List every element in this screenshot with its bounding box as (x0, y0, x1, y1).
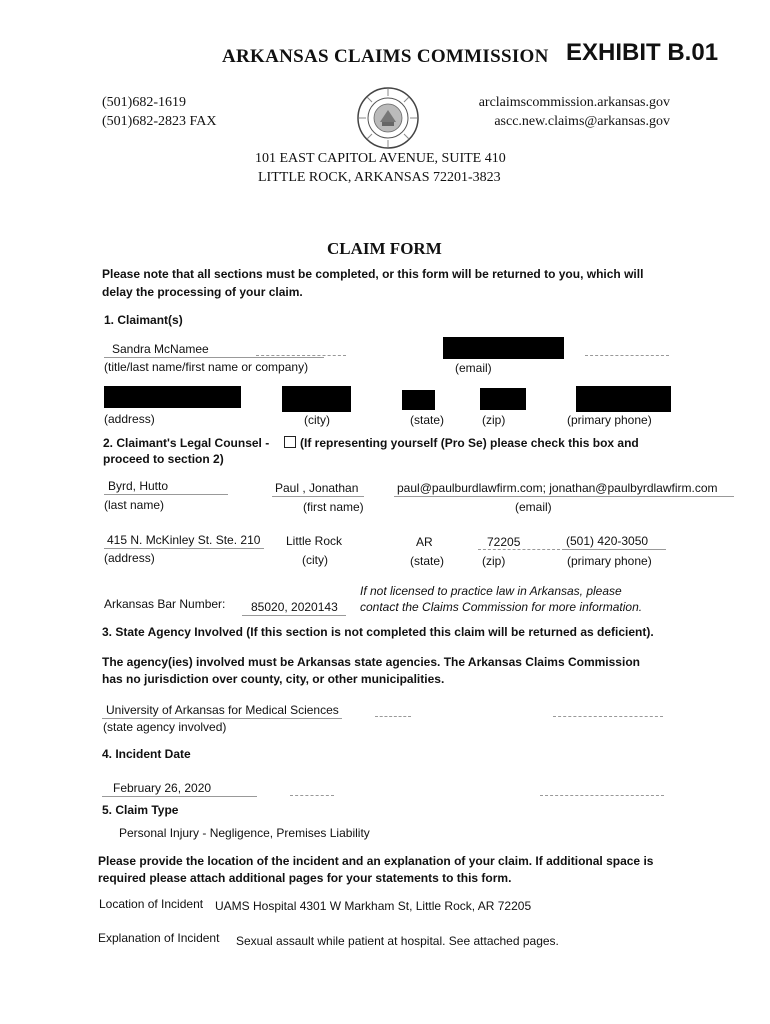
counsel-city-label: (city) (302, 553, 328, 567)
form-notice: Please note that all sections must be completed, or this form will be returned to you, which will delay the processing of your claim. (102, 267, 644, 299)
claims-email: ascc.new.claims@arkansas.gov (494, 114, 670, 129)
bar-number-value: 85020, 2020143 (251, 600, 338, 614)
counsel-phone-label: (primary phone) (567, 554, 652, 568)
claimant-email-redaction (443, 337, 564, 359)
claimant-phone-redaction (576, 386, 671, 412)
agency-value: University of Arkansas for Medical Sciences (106, 703, 339, 717)
section3-heading: 3. State Agency Involved (If this section is not completed this claim will be returned as deficient). (102, 625, 654, 639)
counsel-address-label: (address) (104, 551, 155, 565)
section5-instructions: Please provide the location of the incident and an explanation of your claim. If additional space is required please attach additional pages for your statements to this form. (98, 854, 654, 885)
proceed-label: proceed to section 2) (103, 452, 224, 466)
counsel-address-value: 415 N. McKinley St. Ste. 210 (107, 533, 261, 547)
claimant-name-label: (title/last name/first name or company) (104, 360, 309, 374)
counsel-zip-line (478, 549, 560, 550)
pro-se-checkbox[interactable] (284, 436, 296, 448)
commission-title: ARKANSAS CLAIMS COMMISSION (222, 46, 549, 67)
explanation-label: Explanation of Incident (98, 931, 220, 945)
claimant-city-redaction (282, 386, 351, 412)
claimant-name-line-2 (256, 355, 346, 356)
claimant-state-label: (state) (410, 413, 445, 427)
form-title: CLAIM FORM (327, 239, 442, 258)
counsel-zip-label: (zip) (482, 554, 506, 568)
license-note-1: If not licensed to practice law in Arkansas, please (360, 584, 622, 598)
claimant-address-redaction (104, 386, 241, 408)
counsel-phone-value: (501) 420-3050 (566, 534, 649, 548)
incident-date-line-3 (540, 795, 664, 796)
section1-heading: 1. Claimant(s) (104, 313, 183, 327)
explanation-value: Sexual assault while patient at hospital. See attached pages. (236, 934, 559, 948)
license-note-2: contact the Claims Commission for more information. (360, 600, 643, 614)
location-label: Location of Incident (99, 897, 204, 911)
section3-note: The agency(ies) involved must be Arkansas state agencies. The Arkansas Claims Commission has no jurisdiction over county, city, or other municipalities. (102, 655, 640, 686)
incident-date-value: February 26, 2020 (113, 781, 212, 795)
phone-number: (501)682-1619 (102, 95, 186, 110)
section2-heading: 2. Claimant's Legal Counsel - (103, 436, 270, 450)
counsel-zip-value: 72205 (487, 535, 521, 549)
pro-se-label: (If representing yourself (Pro Se) please check this box and (300, 436, 639, 450)
address-line-1: 101 EAST CAPITOL AVENUE, SUITE 410 (255, 151, 506, 166)
website: arclaimscommission.arkansas.gov (478, 95, 670, 110)
counsel-email-line (394, 496, 734, 497)
agency-line-2 (375, 716, 411, 717)
counsel-last-name-value: Byrd, Hutto (108, 479, 169, 493)
claimant-name-line (104, 357, 324, 358)
counsel-first-name-line (272, 496, 364, 497)
claimant-zip-redaction (480, 388, 526, 410)
incident-date-line (102, 796, 257, 797)
incident-date-line-2 (290, 795, 334, 796)
claimant-email-line (585, 355, 669, 356)
bar-number-line (242, 615, 346, 616)
state-seal-icon (356, 86, 420, 150)
counsel-phone-line (562, 549, 666, 550)
bar-number-label: Arkansas Bar Number: (104, 597, 226, 611)
counsel-state-label: (state) (410, 554, 445, 568)
agency-line (102, 718, 342, 719)
counsel-state-value: AR (416, 535, 433, 549)
claimant-state-redaction (402, 390, 435, 410)
agency-line-3 (553, 716, 663, 717)
counsel-email-label: (email) (515, 500, 552, 514)
claimant-email-label: (email) (455, 361, 492, 375)
counsel-address-line (104, 548, 264, 549)
claimant-zip-label: (zip) (482, 413, 506, 427)
agency-label: (state agency involved) (103, 720, 227, 734)
claimant-city-label: (city) (304, 413, 330, 427)
exhibit-label: EXHIBIT B.01 (566, 39, 719, 66)
counsel-first-name-value: Paul , Jonathan (275, 481, 359, 495)
counsel-last-name-label: (last name) (104, 498, 165, 512)
claim-type-value: Personal Injury - Negligence, Premises Liability (119, 826, 370, 840)
fax-number: (501)682-2823 FAX (102, 114, 217, 129)
section4-heading: 4. Incident Date (102, 747, 191, 761)
claimant-address-label: (address) (104, 412, 155, 426)
claimant-phone-label: (primary phone) (567, 413, 652, 427)
counsel-last-name-line (104, 494, 228, 495)
section5-heading: 5. Claim Type (102, 803, 179, 817)
address-line-2: LITTLE ROCK, ARKANSAS 72201-3823 (258, 170, 501, 185)
counsel-email-value: paul@paulburdlawfirm.com; jonathan@paulbyrdlawfirm.com (397, 481, 718, 495)
counsel-first-name-label: (first name) (303, 500, 364, 514)
counsel-city-value: Little Rock (286, 534, 343, 548)
claimant-name-value: Sandra McNamee (112, 342, 209, 356)
location-value: UAMS Hospital 4301 W Markham St, Little Rock, AR 72205 (215, 899, 532, 913)
